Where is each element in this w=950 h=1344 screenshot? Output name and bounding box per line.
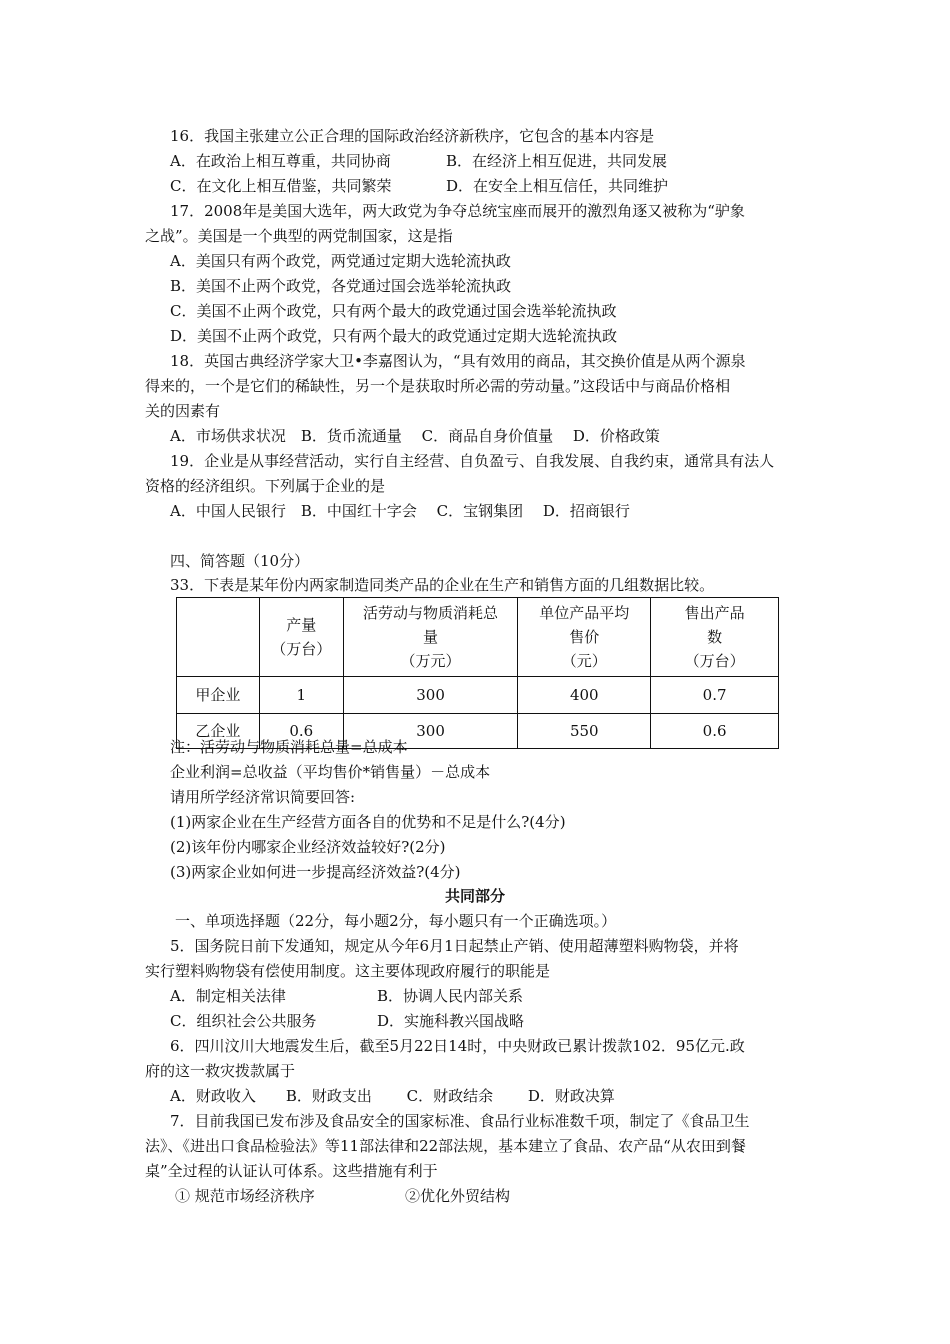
q5-stem-line2: 实行塑料购物袋有偿使用制度。这主要体现政府履行的职能是: [145, 962, 551, 980]
table-header-avg-price: 单位产品平均 售价 （元）: [518, 598, 651, 677]
q5-option-c: C．组织社会公共服务: [170, 1012, 317, 1030]
q16-option-c: C．在文化上相互借鉴，共同繁荣: [170, 177, 392, 195]
note-1: 注：活劳动与物质消耗总量=总成本: [170, 738, 408, 756]
table-cell: 400: [518, 677, 651, 714]
q17-stem-line2: 之战”。美国是一个典型的两党制国家，这是指: [145, 227, 453, 245]
q6-stem-line1: 6．四川汶川大地震发生后，截至5月22日14时，中央财政已累计拨款102．95亿元.政: [170, 1037, 745, 1055]
table-header-output: 产量 （万台）: [259, 598, 343, 677]
q33-part-2: (2)该年份内哪家企业经济效益较好?(2分): [170, 838, 446, 856]
q19-options: A．中国人民银行 B．中国红十字会 C．宝钢集团 D．招商银行: [170, 502, 630, 520]
q16-option-a: A．在政治上相互尊重，共同协商: [170, 152, 391, 170]
common-section-title: 共同部分: [444, 887, 505, 905]
q16-option-d: D．在安全上相互信任，共同维护: [446, 177, 669, 195]
table-header-units-sold: 售出产品 数 （万台）: [651, 598, 779, 677]
note-2: 企业利润=总收益（平均售价*销售量）－总成本: [170, 763, 491, 781]
q5-stem-line1: 5．国务院日前下发通知，规定从今年6月1日起禁止产销、使用超薄塑料购物袋，并将: [170, 937, 739, 955]
q6-stem-line2: 府的这一救灾拨款属于: [145, 1062, 296, 1080]
q16-stem: 16．我国主张建立公正合理的国际政治经济新秩序，它包含的基本内容是: [170, 127, 655, 145]
q5-option-b: B．协调人民内部关系: [377, 987, 524, 1005]
table-header-total-cost: 活劳动与物质消耗总 量 （万元）: [343, 598, 518, 677]
table-cell: 1: [259, 677, 343, 714]
section-1-title: 一、单项选择题（22分，每小题2分，每小题只有一个正确选项。）: [175, 912, 617, 930]
table-cell: 550: [518, 714, 651, 749]
q6-options: A．财政收入 B．财政支出 C．财政结余 D．财政决算: [170, 1087, 615, 1105]
q7-option-2: ②优化外贸结构: [405, 1187, 511, 1205]
q7-stem-line1: 7．目前我国已发布涉及食品安全的国家标准、食品行业标准数千项，制定了《食品卫生: [170, 1112, 750, 1130]
q18-stem-line2: 得来的，一个是它们的稀缺性，另一个是获取时所必需的劳动量。”这段话中与商品价格相: [145, 377, 731, 395]
q7-stem-line2: 法》、《进出口食品检验法》等11部法律和22部法规，基本建立了食品、农产品“从农田到餐: [145, 1137, 746, 1155]
q17-option-b: B．美国不止两个政党，各党通过国会选举轮流执政: [170, 277, 512, 295]
q17-option-d: D．美国不止两个政党，只有两个最大的政党通过定期大选轮流执政: [170, 327, 618, 345]
q17-stem-line1: 17．2008年是美国大选年，两大政党为争夺总统宝座而展开的激烈角逐又被称为“驴象: [170, 202, 745, 220]
q33-part-1: (1)两家企业在生产经营方面各自的优势和不足是什么?(4分): [170, 813, 566, 831]
q5-option-a: A．制定相关法律: [170, 987, 286, 1005]
table-header-row: [177, 598, 779, 677]
table-cell: 0.7: [651, 677, 779, 714]
q33-stem: 33．下表是某年份内两家制造同类产品的企业在生产和销售方面的几组数据比较。: [170, 576, 715, 594]
table-cell: 0.6: [259, 714, 343, 749]
data-table: [176, 597, 779, 749]
q17-option-c: C．美国不止两个政党，只有两个最大的政党通过国会选举轮流执政: [170, 302, 617, 320]
q5-option-d: D．实施科教兴国战略: [377, 1012, 525, 1030]
table-row: [177, 677, 779, 714]
table-cell: 0.6: [651, 714, 779, 749]
q17-option-a: A．美国只有两个政党，两党通过定期大选轮流执政: [170, 252, 511, 270]
q33-part-3: (3)两家企业如何进一步提高经济效益?(4分): [170, 863, 461, 881]
q18-options: A．市场供求状况 B．货币流通量 C．商品自身价值量 D．价格政策: [170, 427, 660, 445]
table-cell: 300: [343, 714, 518, 749]
q19-stem-line2: 资格的经济组织。下列属于企业的是: [145, 477, 386, 495]
table-header-empty: [177, 598, 260, 677]
note-3: 请用所学经济常识简要回答:: [170, 788, 356, 806]
q16-option-b: B．在经济上相互促进，共同发展: [446, 152, 668, 170]
table-cell: 甲企业: [177, 677, 260, 714]
table-cell: 乙企业: [177, 714, 260, 749]
q7-option-1: ① 规范市场经济秩序: [175, 1187, 315, 1205]
q18-stem-line3: 关的因素有: [145, 402, 221, 420]
section-4-title: 四、简答题（10分）: [170, 552, 310, 570]
q7-stem-line3: 桌”全过程的认证认可体系。这些措施有利于: [145, 1162, 438, 1180]
q19-stem-line1: 19．企业是从事经营活动，实行自主经营、自负盈亏、自我发展、自我约束，通常具有法人: [170, 452, 775, 470]
q18-stem-line1: 18．英国古典经济学家大卫•李嘉图认为，“具有效用的商品，其交换价值是从两个源泉: [170, 352, 746, 370]
table-cell: 300: [343, 677, 518, 714]
